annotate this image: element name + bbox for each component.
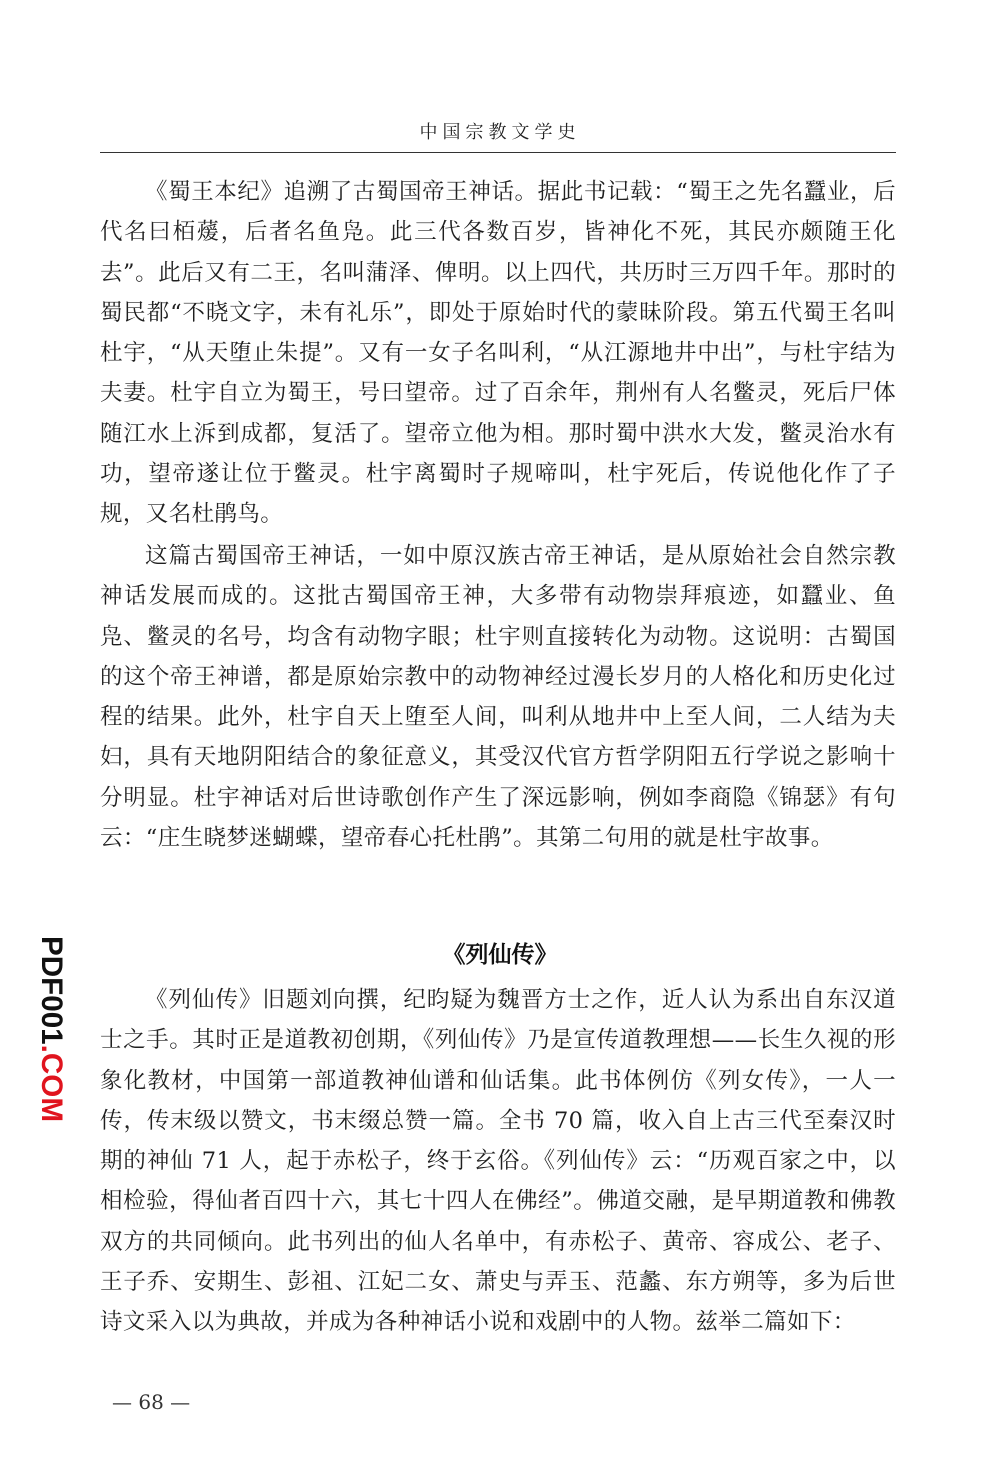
svg-text:PDF001.COM: PDF001.COM <box>35 936 68 1123</box>
pdf001-watermark-logo <box>10 936 68 1126</box>
body-paragraph-analysis: 这篇古蜀国帝王神话，一如中原汉族古帝王神话，是从原始社会自然宗教神话发展而成的。这批古蜀国帝王神，大多带有动物崇拜痕迹，如蠶业、鱼凫、鳖灵的名号，均含有动物字眼；杜宇则直接转化为动物。这说明：古蜀国的这个帝王神谱，都是原始宗教中的动物神经过漫长岁月的人格化和历史化过程的结果。此外，杜宇自天上堕至人间，叫利从地井中上至人间，二人结为夫妇，具有天地阴阳结合的象征意义，其受汉代官方哲学阴阳五行学说之影响十分明显。杜宇神话对后世诗歌创作产生了深远影响，例如李商隐《锦瑟》有句云：“庄生晓梦迷蝴蝶，望帝春心托杜鹃”。其第二句用的就是杜宇故事。 <box>100 543 896 852</box>
body-paragraph-liexianzhuan: 《列仙传》旧题刘向撰，纪昀疑为魏晋方士之作，近人认为系出自东汉道士之手。其时正是道教初创期，《列仙传》乃是宣传道教理想——长生久视的形象化教材，中国第一部道教神仙谱和仙话集。此书体例仿《列女传》，一人一传，传末级以赞文，书末缀总赞一篇。全书 70 篇，收入自上古三代至秦汉时期的神仙 71 人，起于赤松子，终于玄俗。《列仙传》云：“历观百家之中，以相检验，得仙者百四十六，其七十四人在佛经”。佛道交融，是早期道教和佛教双方的共同倾向。此书列出的仙人名单中，有赤松子、黄帝、容成公、老子、王子乔、安期生、彭祖、江妃二女、萧史与弄玉、范蠡、东方朔等，多为后世诗文采入以为典故，并成为各种神话小说和戏剧中的人物。兹举二篇如下： <box>100 987 896 1336</box>
body-paragraph-shuwang: 《蜀王本纪》追溯了古蜀国帝王神话。据此书记载：“蜀王之先名蠶业，后代名曰栢蕿，后者名鱼凫。此三代各数百岁，皆神化不死，其民亦颇随王化去”。此后又有二王，名叫蒲泽、俾明。以上四代，共历时三万四千年。那时的蜀民都“不晓文字，未有礼乐”，即处于原始时代的蒙昧阶段。第五代蜀王名叫杜宇，“从天堕止朱提”。又有一女子名叫利，“从江源地井中出”，与杜宇结为夫妻。杜宇自立为蜀王，号曰望帝。过了百余年，荆州有人名鳖灵，死后尸体随江水上泝到成都，复活了。望帝立他为相。那时蜀中洪水大发，鳖灵治水有功，望帝遂让位于鳖灵。杜宇离蜀时子规啼叫，杜宇死后，传说他化作了子规，又名杜鹃鸟。 <box>100 179 896 528</box>
section-title-liexianzhuan: 《列仙传》 <box>442 942 558 968</box>
header-rule <box>100 152 896 153</box>
page-number: — 68 — <box>112 1390 191 1414</box>
running-title: 中国宗教文学史 <box>419 122 581 143</box>
